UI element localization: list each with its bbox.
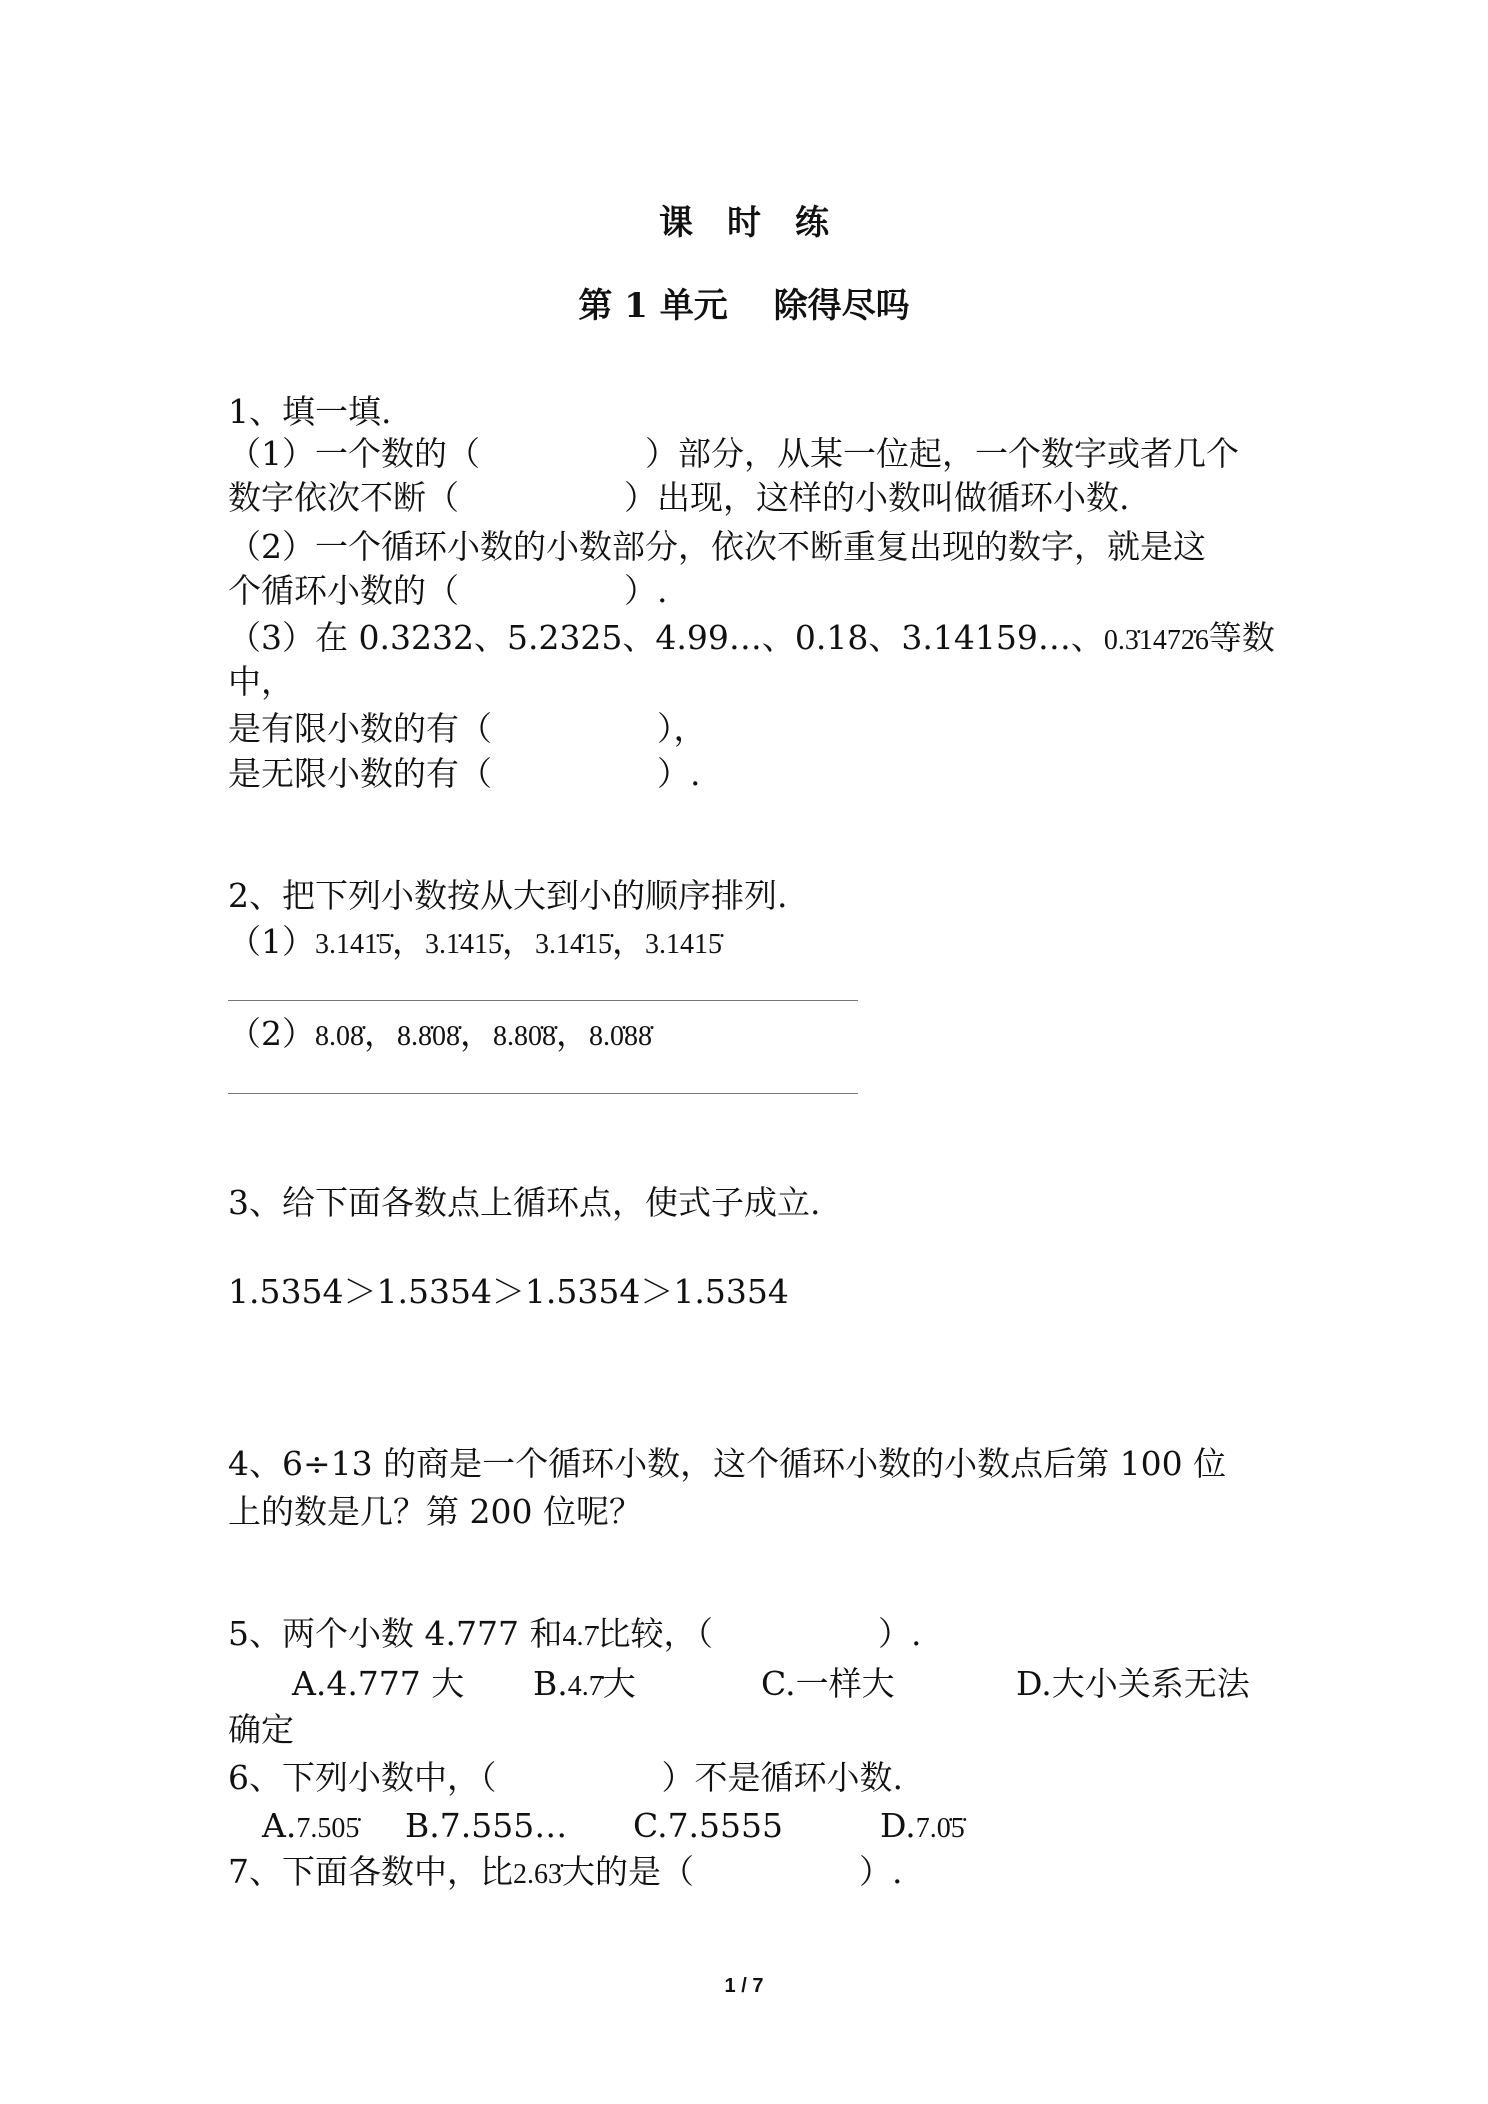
q5-suffix: 比较，（ ）.: [597, 1614, 922, 1653]
page-number: 1 / 7: [724, 1975, 764, 1997]
q7-suffix: 大的是（ ）.: [562, 1852, 903, 1891]
q6-option-a: [262, 1804, 359, 1851]
q1-part3-line2: 中，: [228, 662, 294, 701]
q6-option-c: C.7.5555: [633, 1806, 784, 1845]
q2-row2-sep: ，: [460, 1014, 493, 1053]
q2-row1-value: 3.141̇5̇: [315, 929, 392, 960]
q2-row1-value: 3.1̇415̇: [425, 929, 502, 960]
q2-answer-line-2: [228, 1093, 858, 1094]
q2-row2-value: 8.08̇: [315, 1021, 364, 1052]
q6-option-a-number: 7.505̇: [296, 1813, 360, 1844]
q2-row2-sep: ，: [364, 1014, 397, 1053]
q1-part2-line1: （2）一个循环小数的小数部分，依次不断重复出现的数字，就是这: [228, 527, 1206, 566]
unit-subtitle: 第 1 单元 除得尽吗: [578, 286, 910, 326]
q2-row1-sep: ，: [612, 922, 645, 961]
q5-option-d: D.大小关系无法: [1016, 1664, 1250, 1703]
q1-part3-recurring-number: 0.3̇1472̇6: [1103, 625, 1209, 656]
q5-option-b: [533, 1662, 636, 1709]
q1-part3-text: （3）在 0.3232、5.2325、4.99…、0.18、3.14159…、: [228, 618, 1104, 657]
q2-heading: 2、把下列小数按从大到小的顺序排列.: [228, 876, 788, 915]
q2-row1-value: 3.1415̇: [645, 929, 722, 960]
q5-recurring-number: 4.7̇: [562, 1621, 598, 1652]
q4-line2: 上的数是几？第 200 位呢？: [228, 1492, 642, 1531]
page-title: 课 时 练: [659, 203, 829, 243]
q1-part2-line2: 个循环小数的（ ）.: [228, 571, 668, 610]
q5-option-c: C.一样大: [761, 1664, 895, 1703]
q2-answer-line-1: [228, 1000, 858, 1001]
q7-text: 7、下面各数中，比: [228, 1852, 513, 1891]
q2-row1-label: （1）: [228, 922, 315, 961]
q6-option-b: B.7.555…: [405, 1806, 568, 1845]
q3-heading: 3、给下面各数点上循环点，使式子成立.: [228, 1183, 821, 1222]
q2-row2-value: 8.80̇8̇: [493, 1021, 556, 1052]
q5-option-d-cont: 确定: [228, 1710, 294, 1749]
q6-option-d: [880, 1804, 965, 1851]
q5-option-a: A.4.777 大: [292, 1664, 465, 1703]
q1-heading: 1、填一填.: [228, 392, 392, 431]
q5-option-b-label: B.: [533, 1664, 568, 1703]
q6-option-a-label: A.: [262, 1806, 297, 1845]
q7-heading: [228, 1850, 903, 1897]
q5-heading: [228, 1612, 921, 1659]
q5-option-b-number: 4.7̇: [567, 1671, 603, 1702]
q1-infinite-blank: 是无限小数的有（ ）.: [228, 754, 701, 793]
q2-row2-value: 8.8̇08̇: [397, 1021, 460, 1052]
q2-row1-sep: ，: [392, 922, 425, 961]
q2-row1: [228, 920, 722, 967]
q4-line1: 4、6÷13 的商是一个循环小数，这个循环小数的小数点后第 100 位: [228, 1444, 1227, 1483]
q6-heading: 6、下列小数中，（ ）不是循环小数.: [228, 1758, 903, 1797]
q2-row2-value: 8.0̇88̇: [589, 1021, 652, 1052]
q1-finite-blank: 是有限小数的有（ ），: [228, 709, 707, 748]
q3-expression: 1.5354＞1.5354＞1.5354＞1.5354: [228, 1272, 789, 1311]
q5-option-b-suffix: 大: [602, 1664, 636, 1703]
q2-row2: [228, 1012, 652, 1059]
q2-row2-label: （2）: [228, 1014, 315, 1053]
q6-option-d-number: 7.0̇5̇: [915, 1813, 965, 1844]
q2-row1-sep: ，: [502, 922, 535, 961]
q1-part3-suffix: 等数: [1208, 618, 1275, 657]
q5-text: 5、两个小数 4.777 和: [228, 1614, 563, 1653]
q7-recurring-number: 2.63̇: [513, 1859, 562, 1890]
q2-row1-value: 3.14̇15̇: [535, 929, 612, 960]
q1-part1-line1: （1）一个数的（ ）部分，从某一位起，一个数字或者几个: [228, 434, 1239, 473]
q6-option-d-label: D.: [880, 1806, 916, 1845]
q1-part1-line2: 数字依次不断（ ）出现，这样的小数叫做循环小数.: [228, 478, 1130, 517]
q2-row2-sep: ，: [556, 1014, 589, 1053]
q1-part3-line1: [228, 616, 1275, 663]
